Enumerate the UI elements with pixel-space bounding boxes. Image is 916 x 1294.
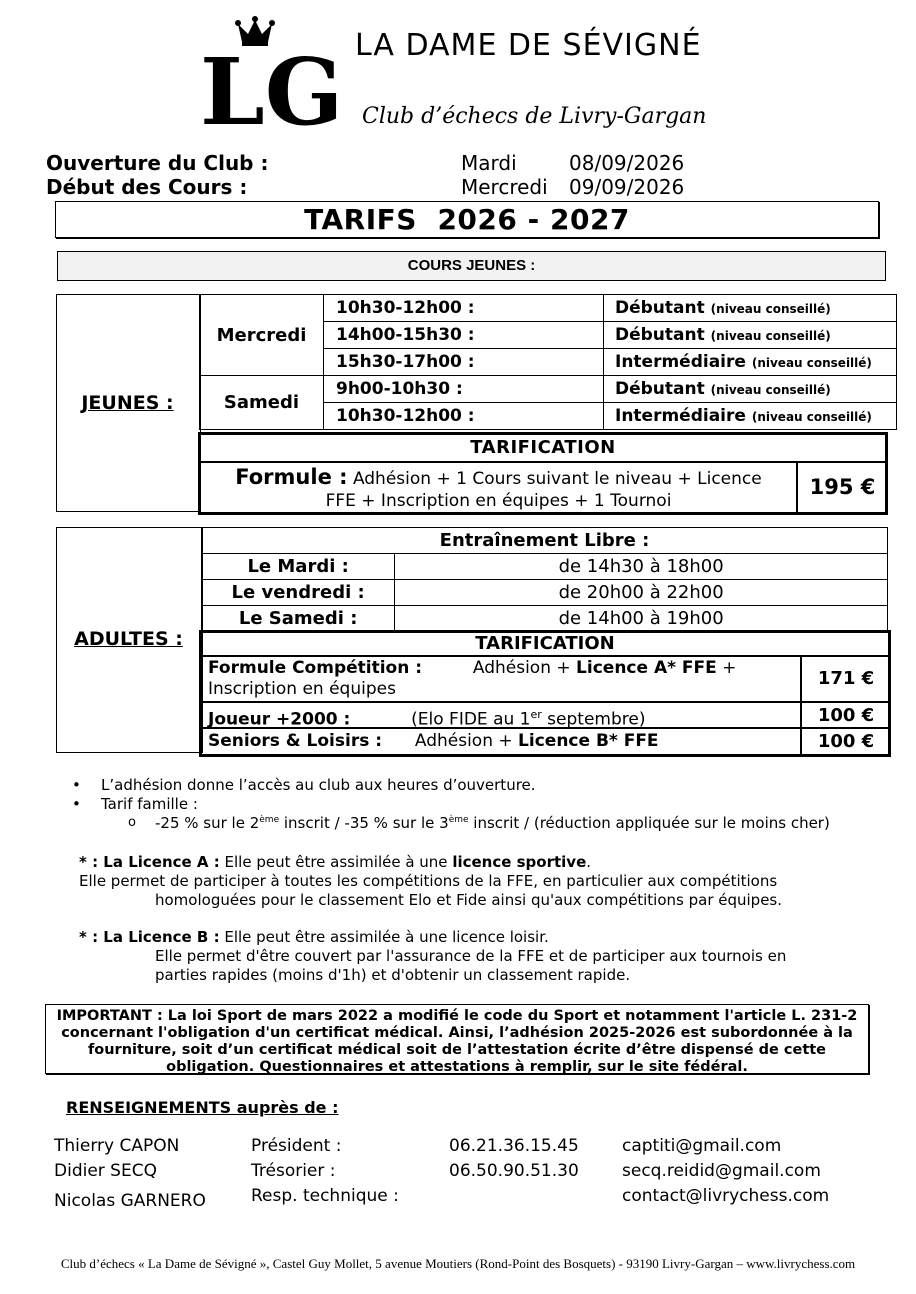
jeunes-price: 195 € [809, 475, 876, 499]
jeunes-formule [201, 463, 798, 512]
courses-start-date: 09/09/2026 [569, 175, 685, 199]
level-text: Débutant [615, 298, 705, 318]
discount-text-b: inscrit / -35 % sur le 3 [279, 814, 449, 832]
club-subtitle: Club d’échecs de Livry-Gargan [362, 104, 707, 129]
training-table [201, 527, 888, 632]
bullet-icon: • [72, 776, 81, 794]
contact-role: Président : [251, 1136, 342, 1156]
joueur-text [208, 704, 645, 731]
table-row [200, 295, 897, 322]
contact-role: Resp. technique : [251, 1186, 399, 1206]
level-cell [604, 322, 897, 349]
seniors-price: 100 € [800, 729, 890, 754]
joueur-text-b: septembre) [541, 709, 646, 730]
discount-sup-1: ème [259, 815, 280, 825]
training-time: de 14h00 à 19h00 [395, 606, 888, 632]
important-line-4: obligation. Questionnaires et attestations à remplir, sur le site fédéral. [166, 1059, 748, 1075]
jeunes-schedule-table [199, 294, 897, 430]
training-day: Le Samedi : [202, 606, 395, 632]
note-tarif-famille: Tarif famille : [101, 795, 198, 813]
table-row [202, 554, 888, 580]
time-cell: 14h00-15h30 : [324, 322, 604, 349]
licence-a-bold: licence sportive [452, 853, 587, 871]
compet-text-c: + [722, 658, 737, 678]
important-line-1: IMPORTANT : La loi Sport de mars 2022 a modifié le code du Sport et notamment l'article L. 231-2 [56, 1008, 858, 1024]
level-cell [604, 295, 897, 322]
note-family-discount [155, 814, 830, 832]
important-line-3: fourniture, soit d’un certificat médical soit de l’attestation écrite d’être dispensé de cette [87, 1042, 827, 1058]
formule-text-2: FFE + Inscription en équipes + 1 Tournoi [325, 491, 672, 511]
contact-email[interactable]: captiti@gmail.com [622, 1136, 782, 1156]
table-row [202, 606, 888, 632]
compet-row [202, 657, 888, 703]
page-footer: Club d’échecs « La Dame de Sévigné », Castel Guy Mollet, 5 avenue Moutiers (Rond-Point des Bosquets) - 93190 Livry-Gargan – www.livrychess.com [60, 1256, 856, 1271]
level-text: Débutant [615, 325, 705, 345]
svg-text:LG: LG [200, 38, 344, 131]
level-note: (niveau conseillé) [751, 356, 872, 370]
jeunes-tarification [198, 432, 888, 515]
level-cell [604, 376, 897, 403]
licence-a-label: * : La Licence A : [79, 853, 220, 871]
cours-jeunes-heading: COURS JEUNES : [57, 251, 886, 281]
club-name: LA DAME DE SÉVIGNÉ [355, 28, 702, 63]
seniors-label: Seniors & Loisirs : [208, 731, 383, 751]
level-cell [604, 403, 897, 430]
time-cell: 9h00-10h30 : [324, 376, 604, 403]
licence-b-text: Elle peut être assimilée à une licence loisir. [219, 928, 549, 946]
contact-email[interactable]: secq.reidid@gmail.com [622, 1161, 821, 1181]
seniors-licence: Licence B* FFE [518, 731, 659, 751]
circle-bullet-icon: o [128, 815, 136, 830]
joueur-row [202, 703, 888, 729]
training-time: de 14h30 à 18h00 [395, 554, 888, 580]
compet-text-2: Inscription en équipes [208, 679, 396, 699]
licence-a-line1 [79, 853, 591, 871]
day-cell: Samedi [200, 376, 324, 430]
jeunes-label: JEUNES : [81, 392, 174, 414]
seniors-text-a: Adhésion + [414, 731, 513, 751]
licence-b-line3: parties rapides (moins d'1h) et d'obtenir un classement rapide. [155, 966, 631, 984]
licence-b-line2: Elle permet d'être couvert par l'assurance de la FFE et de participer aux tournois en [155, 947, 787, 965]
level-text: Débutant [615, 379, 705, 399]
note-adhesion: L’adhésion donne l’accès au club aux heures d’ouverture. [101, 776, 536, 794]
training-time: de 20h00 à 22h00 [395, 580, 888, 606]
contact-name: Didier SECQ [54, 1161, 157, 1181]
time-cell: 10h30-12h00 : [324, 403, 604, 430]
licence-b-label: * : La Licence B : [79, 928, 220, 946]
table-row [200, 376, 897, 403]
formule-label: Formule : [235, 465, 348, 489]
training-day: Le Mardi : [202, 554, 395, 580]
table-row [202, 528, 888, 554]
joueur-text-a: (Elo FIDE au 1 [411, 709, 531, 730]
time-cell: 10h30-12h00 : [324, 295, 604, 322]
contact-name: Nicolas GARNERO [54, 1191, 206, 1211]
contact-phone[interactable]: 06.21.36.15.45 [449, 1136, 579, 1156]
discount-text-a: -25 % sur le 2 [155, 814, 260, 832]
adultes-label: ADULTES : [74, 628, 183, 650]
bullet-icon: • [72, 795, 81, 813]
joueur-price: 100 € [800, 703, 890, 727]
time-cell: 15h30-17h00 : [324, 349, 604, 376]
club-logo [200, 16, 345, 131]
day-cell: Mercredi [200, 295, 324, 376]
courses-start-day: Mercredi [461, 175, 548, 199]
level-text: Intermédiaire [615, 352, 746, 372]
compet-text [208, 658, 793, 700]
compet-licence: Licence A* FFE [576, 658, 717, 678]
licence-b-line1 [79, 928, 549, 946]
contact-phone[interactable]: 06.50.90.51.30 [449, 1161, 579, 1181]
courses-start-label: Début des Cours : [46, 175, 248, 199]
contact-name: Thierry CAPON [54, 1136, 180, 1156]
opening-day: Mardi [461, 151, 517, 175]
training-heading: Entraînement Libre : [202, 528, 888, 554]
contact-email[interactable]: contact@livrychess.com [622, 1186, 830, 1206]
opening-label: Ouverture du Club : [46, 151, 269, 175]
licence-a-line2: Elle permet de participer à toutes les compétitions de la FFE, en particulier aux compétitions [79, 872, 778, 890]
tarifs-title: TARIFS 2026 - 2027 [55, 201, 879, 238]
level-note: (niveau conseillé) [710, 302, 831, 316]
compet-text-a: Adhésion + [472, 658, 571, 678]
table-row [202, 580, 888, 606]
level-note: (niveau conseillé) [710, 329, 831, 343]
seniors-row [202, 729, 888, 754]
important-notice [45, 1004, 869, 1074]
compet-label: Formule Compétition : [208, 658, 423, 678]
joueur-sup: er [530, 708, 542, 721]
level-cell [604, 349, 897, 376]
discount-text-c: inscrit / (réduction appliquée sur le moins cher) [468, 814, 830, 832]
licence-a-dot: . [586, 853, 592, 871]
level-text: Intermédiaire [615, 406, 746, 426]
adultes-tarification [199, 630, 891, 757]
formule-text-1: Adhésion + 1 Cours suivant le niveau + Licence [352, 469, 762, 489]
important-line-2: concernant l'obligation d'un certificat médical. Ainsi, l’adhésion 2025-2026 est subordonnée à la [61, 1025, 853, 1041]
seniors-text [208, 730, 659, 752]
tarification-heading: TARIFICATION [202, 633, 888, 657]
compet-price: 171 € [800, 657, 890, 701]
discount-sup-2: ème [448, 815, 469, 825]
tarification-heading: TARIFICATION [201, 435, 885, 463]
level-note: (niveau conseillé) [710, 383, 831, 397]
licence-a-text: Elle peut être assimilée à une [219, 853, 453, 871]
contact-role: Trésorier : [251, 1161, 336, 1181]
contacts-heading: RENSEIGNEMENTS auprès de : [66, 1098, 339, 1117]
opening-date: 08/09/2026 [569, 151, 685, 175]
training-day: Le vendredi : [202, 580, 395, 606]
licence-a-line3: homologuées pour le classement Elo et Fide ainsi qu'aux compétitions par équipes. [155, 891, 783, 909]
joueur-label: Joueur +2000 : [208, 709, 351, 730]
level-note: (niveau conseillé) [751, 410, 872, 424]
